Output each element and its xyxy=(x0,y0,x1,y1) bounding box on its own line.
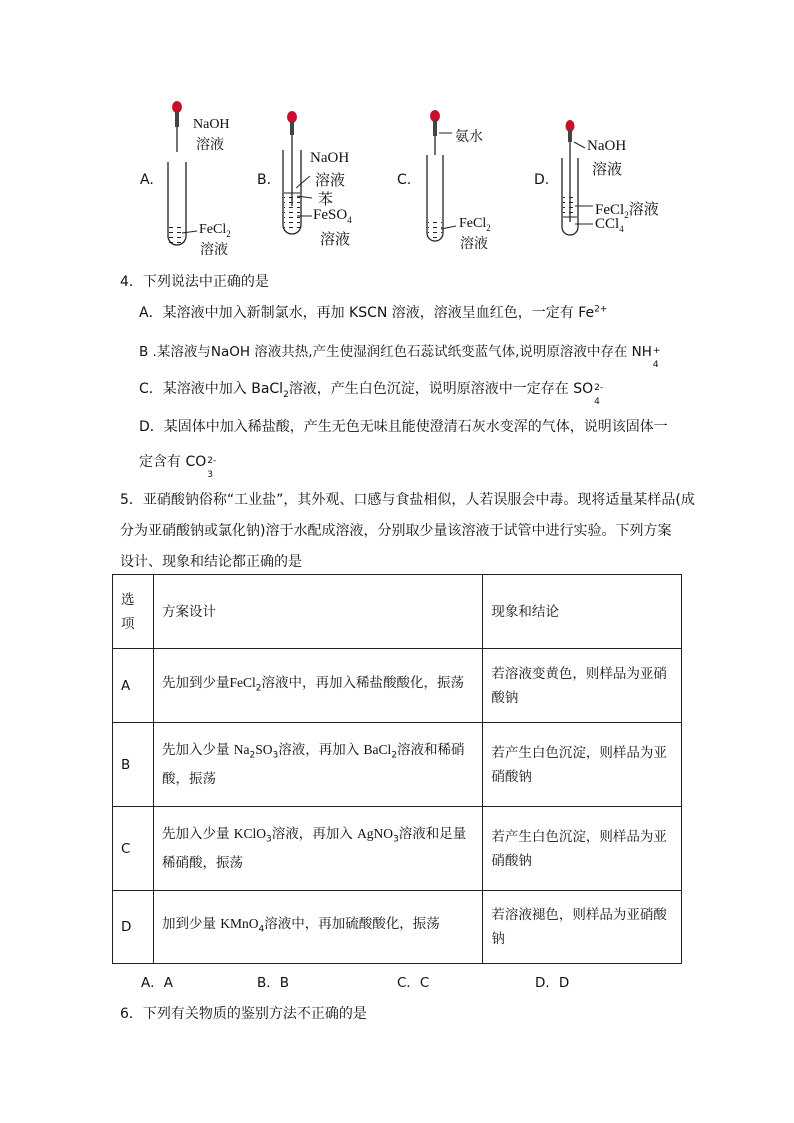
a-dropper-label-2: 溶液 xyxy=(196,137,224,153)
row-result: 若溶液变黄色，则样品为亚硝酸钠 xyxy=(483,649,682,723)
q5-choice-d: D．D xyxy=(535,975,570,991)
row-design: 先加入少量 $Na_2SO_3$溶液，再加入 BaCl$_2$溶液和稀硝酸，振荡 xyxy=(153,723,482,807)
table-row xyxy=(113,723,682,807)
q4-option-a: A．某溶液中加入新制氯水，再加 KSCN 溶液，溶液呈血红色，一定有 $Fe^{2+}$ xyxy=(139,304,608,321)
option-b-letter: B. xyxy=(257,172,272,188)
option-c-letter: C. xyxy=(397,172,412,188)
d-label-1: NaOH xyxy=(587,138,627,154)
q4-option-d: D．某固体中加入稀盐酸，产生无色无味且能使澄清石灰水变浑的气体，说明该固体一 xyxy=(139,419,668,435)
a-tube-label-1: FeCl$_2$ xyxy=(199,222,231,239)
d-label-2: 溶液 xyxy=(592,160,623,178)
q4-stem: 4．下列说法中正确的是 xyxy=(120,274,269,290)
b-label-5: 溶液 xyxy=(320,230,351,248)
row-option: D xyxy=(113,891,154,964)
q5-stem-line-1: 5．亚硝酸钠俗称“工业盐”，其外观、口感与食盐相似，人若误服会中毒。现将适量某样品(成 xyxy=(120,492,695,508)
row-result: 若溶液褪色，则样品为亚硝酸钠 xyxy=(483,891,682,964)
b-label-1: NaOH xyxy=(310,150,350,166)
q5-stem-line-2: 分为亚硝酸钠或氯化钠)溶于水配成溶液，分别取少量该溶液于试管中进行实验。下列方案 xyxy=(120,523,672,539)
d-label-3: FeCl$_2$溶液 xyxy=(595,202,659,220)
row-result: 若产生白色沉淀，则样品为亚硝酸钠 xyxy=(483,723,682,807)
b-label-2: 溶液 xyxy=(315,171,346,189)
q5-options-table xyxy=(112,574,682,964)
c-dropper-label: 氨水 xyxy=(455,129,483,145)
row-option: C xyxy=(113,807,154,891)
row-design: 先加到少量FeCl$_2$溶液中，再加入稀盐酸酸化，振荡 xyxy=(153,649,482,723)
header-result-cell: 现象和结论 xyxy=(483,575,682,649)
table-row xyxy=(113,649,682,723)
row-option: A xyxy=(113,649,154,723)
row-design: 先加入少量 KClO$_3$溶液，再加入 AgNO$_3$溶液和足量稀硝酸，振荡 xyxy=(153,807,482,891)
apparatus-b xyxy=(283,111,312,234)
table-row xyxy=(113,891,682,964)
header-option-cell: 选 项 xyxy=(113,575,154,649)
option-a-letter: A. xyxy=(140,172,154,188)
apparatus-figure xyxy=(0,0,794,262)
q5-stem-line-3: 设计、现象和结论都正确的是 xyxy=(120,554,302,570)
b-label-3: 苯 xyxy=(318,190,334,208)
q4-option-c: C．某溶液中加入 BaCl$_2$溶液，产生白色沉淀，说明原溶液中一定存在 SO 2- 4 xyxy=(139,381,604,407)
q4-option-b: B .某溶液与NaOH 溶液共热,产生使湿润红色石蕊试纸变蓝气体,说明原溶液中存在 NH + 4 xyxy=(139,344,661,370)
header-design-cell: 方案设计 xyxy=(153,575,482,649)
a-dropper-label-1: NaOH xyxy=(193,117,230,132)
row-result: 若产生白色沉淀，则样品为亚硝酸钠 xyxy=(483,807,682,891)
a-tube-label-2: 溶液 xyxy=(200,242,228,258)
table-header-row xyxy=(113,575,682,649)
row-design: 加到少量 KMnO$_4$溶液中，再加硫酸酸化，振荡 xyxy=(153,891,482,964)
option-d-letter: D. xyxy=(534,172,550,188)
d-label-4: CCl$_4$ xyxy=(595,216,624,234)
q4-option-d-cont: 定含有 CO 2- 3 xyxy=(139,454,217,480)
c-tube-label-2: 溶液 xyxy=(460,236,488,252)
b-label-4: FeSO$_4$ xyxy=(313,207,352,225)
q6-stem: 6．下列有关物质的鉴别方法不正确的是 xyxy=(120,1006,367,1022)
apparatus-c xyxy=(427,110,456,241)
q5-choice-a: A．A xyxy=(141,975,173,991)
q5-choice-b: B．B xyxy=(257,975,290,991)
c-tube-label-1: FeCl$_2$ xyxy=(459,216,491,233)
row-option: B xyxy=(113,723,154,807)
q5-choice-c: C．C xyxy=(397,975,430,991)
table-row xyxy=(113,807,682,891)
